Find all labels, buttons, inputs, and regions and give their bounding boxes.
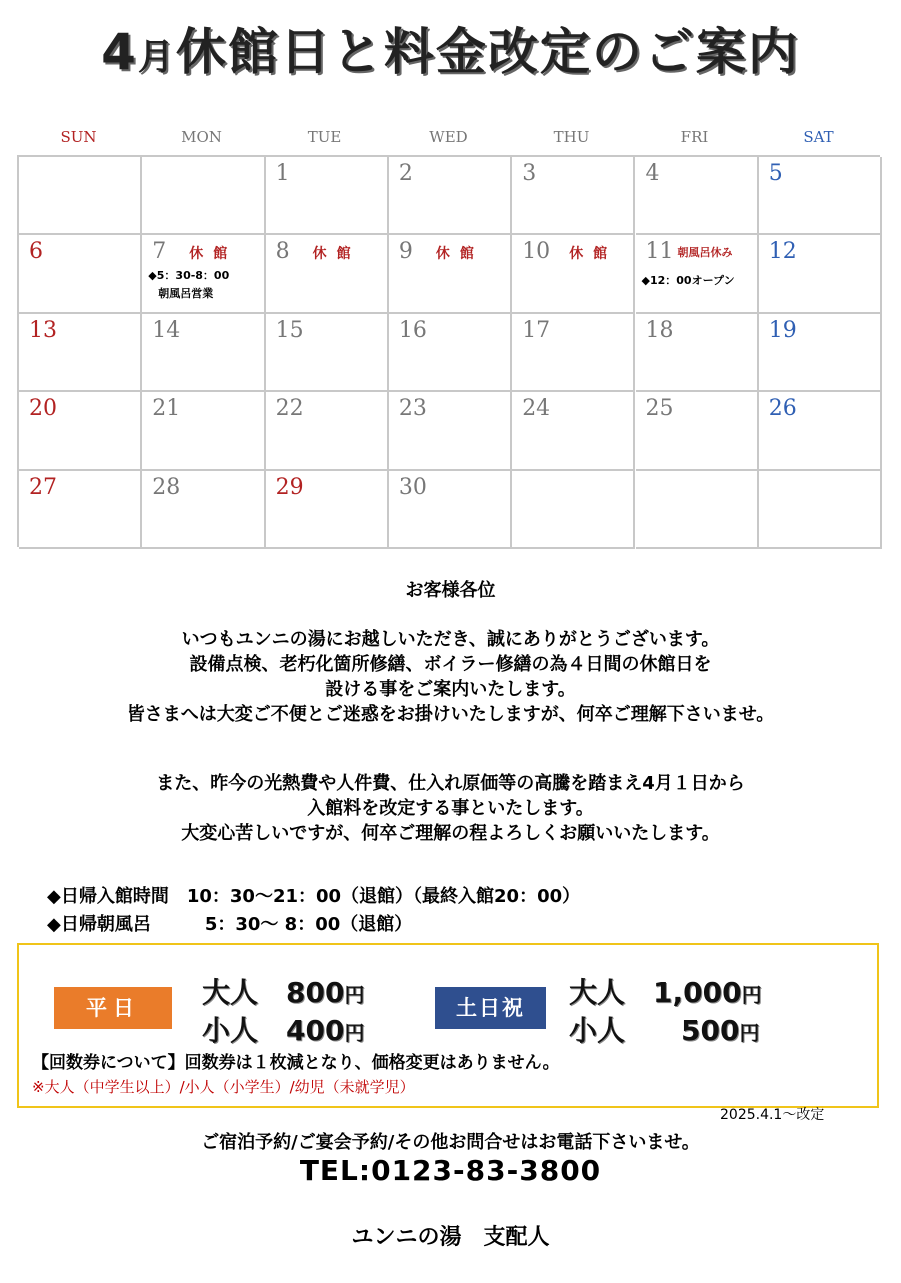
calendar-cell-closed — [512, 235, 635, 313]
message-line: また、昨今の光熱費や人件費、仕入れ原価等の高騰を踏まえ4月１日から — [156, 773, 745, 794]
calendar-cell — [266, 157, 389, 235]
day-number: 19 — [768, 317, 797, 343]
dow-sat: SAT — [803, 128, 834, 146]
calendar-grid — [17, 155, 880, 547]
day-number: 13 — [29, 317, 57, 343]
message-line: 入館料を改定する事といたします。 — [307, 798, 594, 819]
calendar-cell — [142, 392, 265, 470]
day-number: 8 — [275, 239, 290, 265]
calendar-cell-partial — [636, 235, 759, 313]
calendar-cell — [19, 471, 142, 549]
calendar-cell — [19, 314, 142, 392]
closed-label: 休館 — [569, 246, 618, 263]
dow-tue: TUE — [307, 128, 342, 146]
day-number: 16 — [398, 317, 427, 343]
day-number: 6 — [29, 239, 43, 265]
day-number: 28 — [152, 474, 181, 500]
day-number: 17 — [522, 317, 551, 343]
dow-wed: WED — [429, 128, 468, 146]
weekday-badge: 平日 — [54, 987, 172, 1029]
price-box — [17, 943, 879, 1108]
message-line: 皆さまへは大変ご不便とご迷惑をお掛けいたしますが、何卒ご理解下さいませ。 — [126, 704, 775, 725]
day-note: 朝風呂営業 — [158, 287, 214, 301]
calendar-cell-closed — [389, 235, 512, 313]
calendar-cell — [512, 157, 635, 235]
closed-label: 休館 — [312, 246, 361, 263]
greeting: お客様各位 — [405, 580, 496, 601]
phone-number[interactable]: TEL:0123-83-3800 — [299, 1154, 602, 1187]
message-line: 大変心苦しいですが、何卒ご理解の程よろしくお願いいたします。 — [181, 823, 720, 844]
day-number: 20 — [29, 396, 57, 422]
calendar-cell — [389, 314, 512, 392]
closed-label: 休館 — [189, 246, 238, 263]
dow-thu: THU — [553, 128, 590, 146]
calendar-cell — [636, 471, 759, 549]
calendar-cell — [636, 157, 759, 235]
day-number: 25 — [645, 396, 674, 422]
day-number: 1 — [275, 161, 290, 186]
calendar-cell — [266, 471, 389, 549]
calendar-cell — [266, 314, 389, 392]
message-line: 設ける事をご案内いたします。 — [325, 679, 576, 700]
weekend-child-price: 小人 500円 — [569, 1014, 760, 1047]
day-number: 23 — [398, 396, 427, 422]
calendar-cell — [512, 392, 635, 470]
reservation-note: ご宿泊予約/ご宴会予約/その他お問合せはお電話下さいませ。 — [201, 1132, 700, 1153]
page-title — [0, 12, 901, 84]
day-of-week-header — [17, 128, 880, 152]
dow-fri: FRI — [680, 128, 709, 146]
day-number: 21 — [152, 396, 181, 422]
calendar-cell-closed — [266, 235, 389, 313]
day-number: 4 — [645, 161, 660, 186]
day-note: ◆12：00オープン — [641, 274, 735, 288]
weekday-child-price: 小人 400円 — [202, 1014, 365, 1047]
calendar-cell — [142, 314, 265, 392]
calendar-cell — [142, 471, 265, 549]
message-line: 設備点検、老朽化箇所修繕、ボイラー修繕の為４日間の休館日を — [189, 654, 712, 675]
revision-date: 2025.4.1～改定 — [720, 1107, 825, 1123]
calendar-cell — [759, 471, 882, 549]
calendar-cell — [759, 314, 882, 392]
day-number: 14 — [152, 317, 181, 343]
calendar-cell — [759, 157, 882, 235]
day-number: 22 — [275, 396, 304, 422]
message-paragraph-2 — [0, 771, 901, 846]
day-number: 2 — [398, 161, 413, 186]
day-number: 24 — [522, 396, 551, 422]
title-month: 4 — [101, 23, 138, 81]
day-number: 30 — [398, 474, 427, 500]
weekday-adult-price: 大人 800円 — [202, 976, 365, 1009]
day-entry-hours: ◆日帰入館時間 10：30～21：00（退館）（最終入館20：00） — [47, 886, 581, 907]
morning-bath-closed-label: 朝風呂休み — [677, 246, 733, 260]
weekend-adult-price: 大人 1,000円 — [569, 976, 762, 1009]
title-month-unit: 月 — [137, 37, 176, 78]
dow-mon: MON — [181, 128, 222, 146]
day-number: 29 — [275, 474, 304, 500]
day-number: 3 — [522, 161, 537, 186]
title-rest: 休館日と料金改定のご案内 — [175, 23, 800, 81]
calendar-cell — [19, 235, 142, 313]
calendar-cell — [266, 392, 389, 470]
calendar-cell — [389, 471, 512, 549]
coupon-note: 【回数券について】回数券は１枚減となり、価格変更はありません。 — [32, 1053, 560, 1073]
calendar-cell-closed — [142, 235, 265, 313]
age-category-note: ※大人（中学生以上）/小人（小学生）/幼児（未就学児） — [32, 1078, 415, 1096]
day-number: 27 — [29, 474, 57, 500]
dow-sun: SUN — [60, 128, 97, 146]
morning-bath-hours: ◆日帰朝風呂 5：30～ 8：00（退館） — [47, 914, 413, 935]
calendar-cell — [389, 157, 512, 235]
calendar-cell — [759, 392, 882, 470]
closed-label: 休館 — [435, 246, 484, 263]
calendar-cell — [142, 157, 265, 235]
day-number: 9 — [398, 239, 413, 265]
weekend-badge: 土日祝 — [435, 987, 546, 1029]
calendar-cell — [19, 392, 142, 470]
message-line: いつもユンニの湯にお越しいただき、誠にありがとうございます。 — [181, 629, 720, 650]
day-number: 11 — [645, 239, 674, 265]
day-number: 5 — [768, 161, 783, 186]
day-number: 15 — [275, 317, 304, 343]
calendar-cell — [512, 471, 635, 549]
calendar-cell — [759, 235, 882, 313]
day-number: 7 — [152, 239, 167, 265]
message-paragraph-1 — [0, 627, 901, 727]
calendar-cell — [389, 392, 512, 470]
day-note: ◆5：30-8：00 — [148, 269, 230, 283]
calendar-cell — [636, 314, 759, 392]
day-number: 26 — [768, 396, 797, 422]
day-number: 10 — [522, 239, 551, 265]
day-number: 12 — [768, 239, 797, 265]
day-number: 18 — [645, 317, 674, 343]
calendar-cell — [636, 392, 759, 470]
calendar-cell — [512, 314, 635, 392]
signature: ユンニの湯 支配人 — [351, 1225, 550, 1250]
calendar-cell — [19, 157, 142, 235]
